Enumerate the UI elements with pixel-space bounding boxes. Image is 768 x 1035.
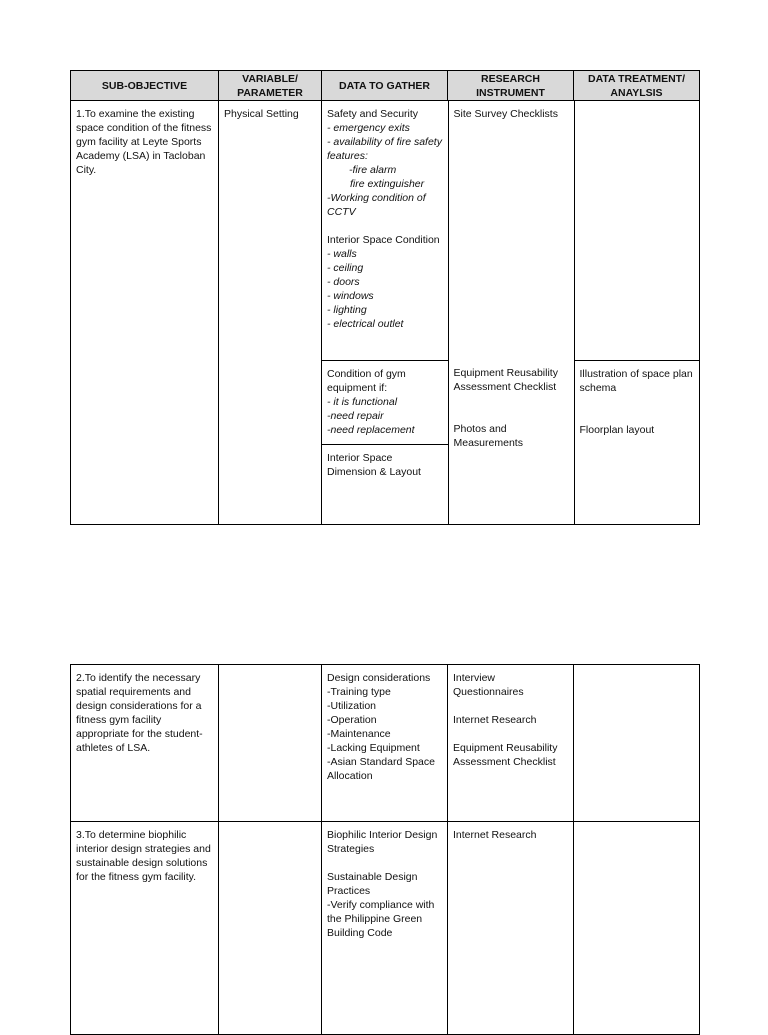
variable-empty-cell: [219, 822, 322, 1035]
data-item: - it is functional: [327, 395, 398, 408]
treatment-empty-cell: [574, 822, 700, 1035]
header-research-instrument: RESEARCH INSTRUMENT: [448, 71, 574, 101]
data-item: - windows: [327, 290, 374, 302]
data-heading-safety: Safety and Security: [327, 108, 419, 120]
data-heading-dimension: Interior Space Dimension & Layout: [327, 451, 421, 478]
objective-1-text: 1.To examine the existing space condition of the fitness gym facility at Leyte Sports Academy (LSA) in Tacloban City.: [76, 108, 212, 176]
instrument-text: Interview Questionnaires: [453, 672, 524, 698]
data-item: -Lacking Equipment: [327, 742, 420, 754]
treatment-text: Floorplan layout: [579, 423, 655, 436]
objective-3-cell: [71, 822, 219, 1035]
data-item: -need replacement: [327, 423, 415, 436]
data-equipment-cell: [322, 360, 448, 444]
data-item: -Training type: [327, 686, 391, 698]
data-design-cell: [322, 665, 448, 822]
objective-1-sub-table: [322, 101, 700, 524]
data-heading-equipment: Condition of gym equipment if:: [327, 367, 409, 394]
data-heading-biophilic: Biophilic Interior Design Strategies: [327, 829, 441, 855]
instrument-equipment-cell: [448, 360, 574, 524]
variable-text: Physical Setting: [224, 108, 299, 120]
instrument-text: Internet Research: [453, 829, 537, 841]
data-heading-sustainable: Sustainable Design Practices: [327, 871, 421, 897]
table-row-objective-1: [71, 101, 700, 525]
instrument-text: Internet Research: [453, 714, 537, 726]
research-matrix-table-1: [70, 70, 700, 525]
data-item: -Utilization: [327, 700, 377, 712]
instrument-text: Photos and Measurements: [453, 423, 523, 449]
treatment-empty-cell: [574, 665, 700, 822]
table-row-objective-3: [71, 822, 700, 1035]
objective-1-cell: [71, 101, 219, 525]
data-heading-design: Design considerations: [327, 672, 431, 684]
table-row-objective-2: [71, 665, 700, 822]
data-item: -Asian Standard Space Allocation: [327, 756, 438, 782]
instrument-text: Equipment Reusability Assessment Checklist: [453, 367, 561, 393]
data-item: - availability of fire safety features:: [327, 136, 445, 162]
data-item: -Operation: [327, 714, 377, 726]
data-item: - emergency exits: [327, 122, 410, 134]
data-item: -Verify compliance with the Philippine Green Building Code: [327, 899, 438, 939]
variable-cell: [219, 101, 322, 525]
data-dimension-cell: [322, 444, 448, 524]
objective-2-text: 2.To identify the necessary spatial requirements and design considerations for a fitness gym facility appropriate for the student-athletes of LSA.: [76, 672, 203, 754]
data-item: -Working condition of CCTV: [327, 192, 429, 218]
header-sub-objective: SUB-OBJECTIVE: [71, 71, 219, 101]
header-data-to-gather: DATA TO GATHER: [322, 71, 448, 101]
treatment-cell: [574, 360, 700, 524]
treatment-empty-cell: [574, 101, 700, 360]
data-item: - electrical outlet: [327, 318, 404, 330]
instrument-objective-3-cell: [448, 822, 574, 1035]
research-matrix-table-2: [70, 664, 700, 1035]
objective-2-cell: [71, 665, 219, 822]
objective-1-detail-cell: [322, 101, 700, 525]
data-heading-interior: Interior Space Condition: [327, 234, 440, 246]
instrument-objective-2-cell: [448, 665, 574, 822]
objective-3-text: 3.To determine biophilic interior design strategies and sustainable design solutions for the fitness gym facility.: [76, 829, 211, 883]
header-variable: VARIABLE/ PARAMETER: [219, 71, 322, 101]
data-safety-cell: [322, 101, 448, 360]
data-item: -need repair: [327, 409, 384, 422]
instrument-text: Site Survey Checklists: [453, 108, 558, 120]
table-header-row: [71, 71, 700, 101]
data-item: - ceiling: [327, 262, 364, 274]
data-item: -Maintenance: [327, 728, 391, 740]
data-item: - walls: [327, 248, 357, 260]
data-item: - doors: [327, 276, 360, 288]
data-sub-item: -fire alarm: [349, 164, 397, 176]
data-biophilic-cell: [322, 822, 448, 1035]
instrument-text: Equipment Reusability Assessment Checklist: [453, 742, 560, 768]
data-item: - lighting: [327, 304, 367, 316]
header-data-treatment: DATA TREATMENT/ ANAYLSIS: [574, 71, 700, 101]
instrument-site-survey-cell: [448, 101, 574, 360]
treatment-text: Illustration of space plan schema: [579, 367, 696, 394]
variable-empty-cell: [219, 665, 322, 822]
data-sub-item: fire extinguisher: [350, 178, 425, 190]
